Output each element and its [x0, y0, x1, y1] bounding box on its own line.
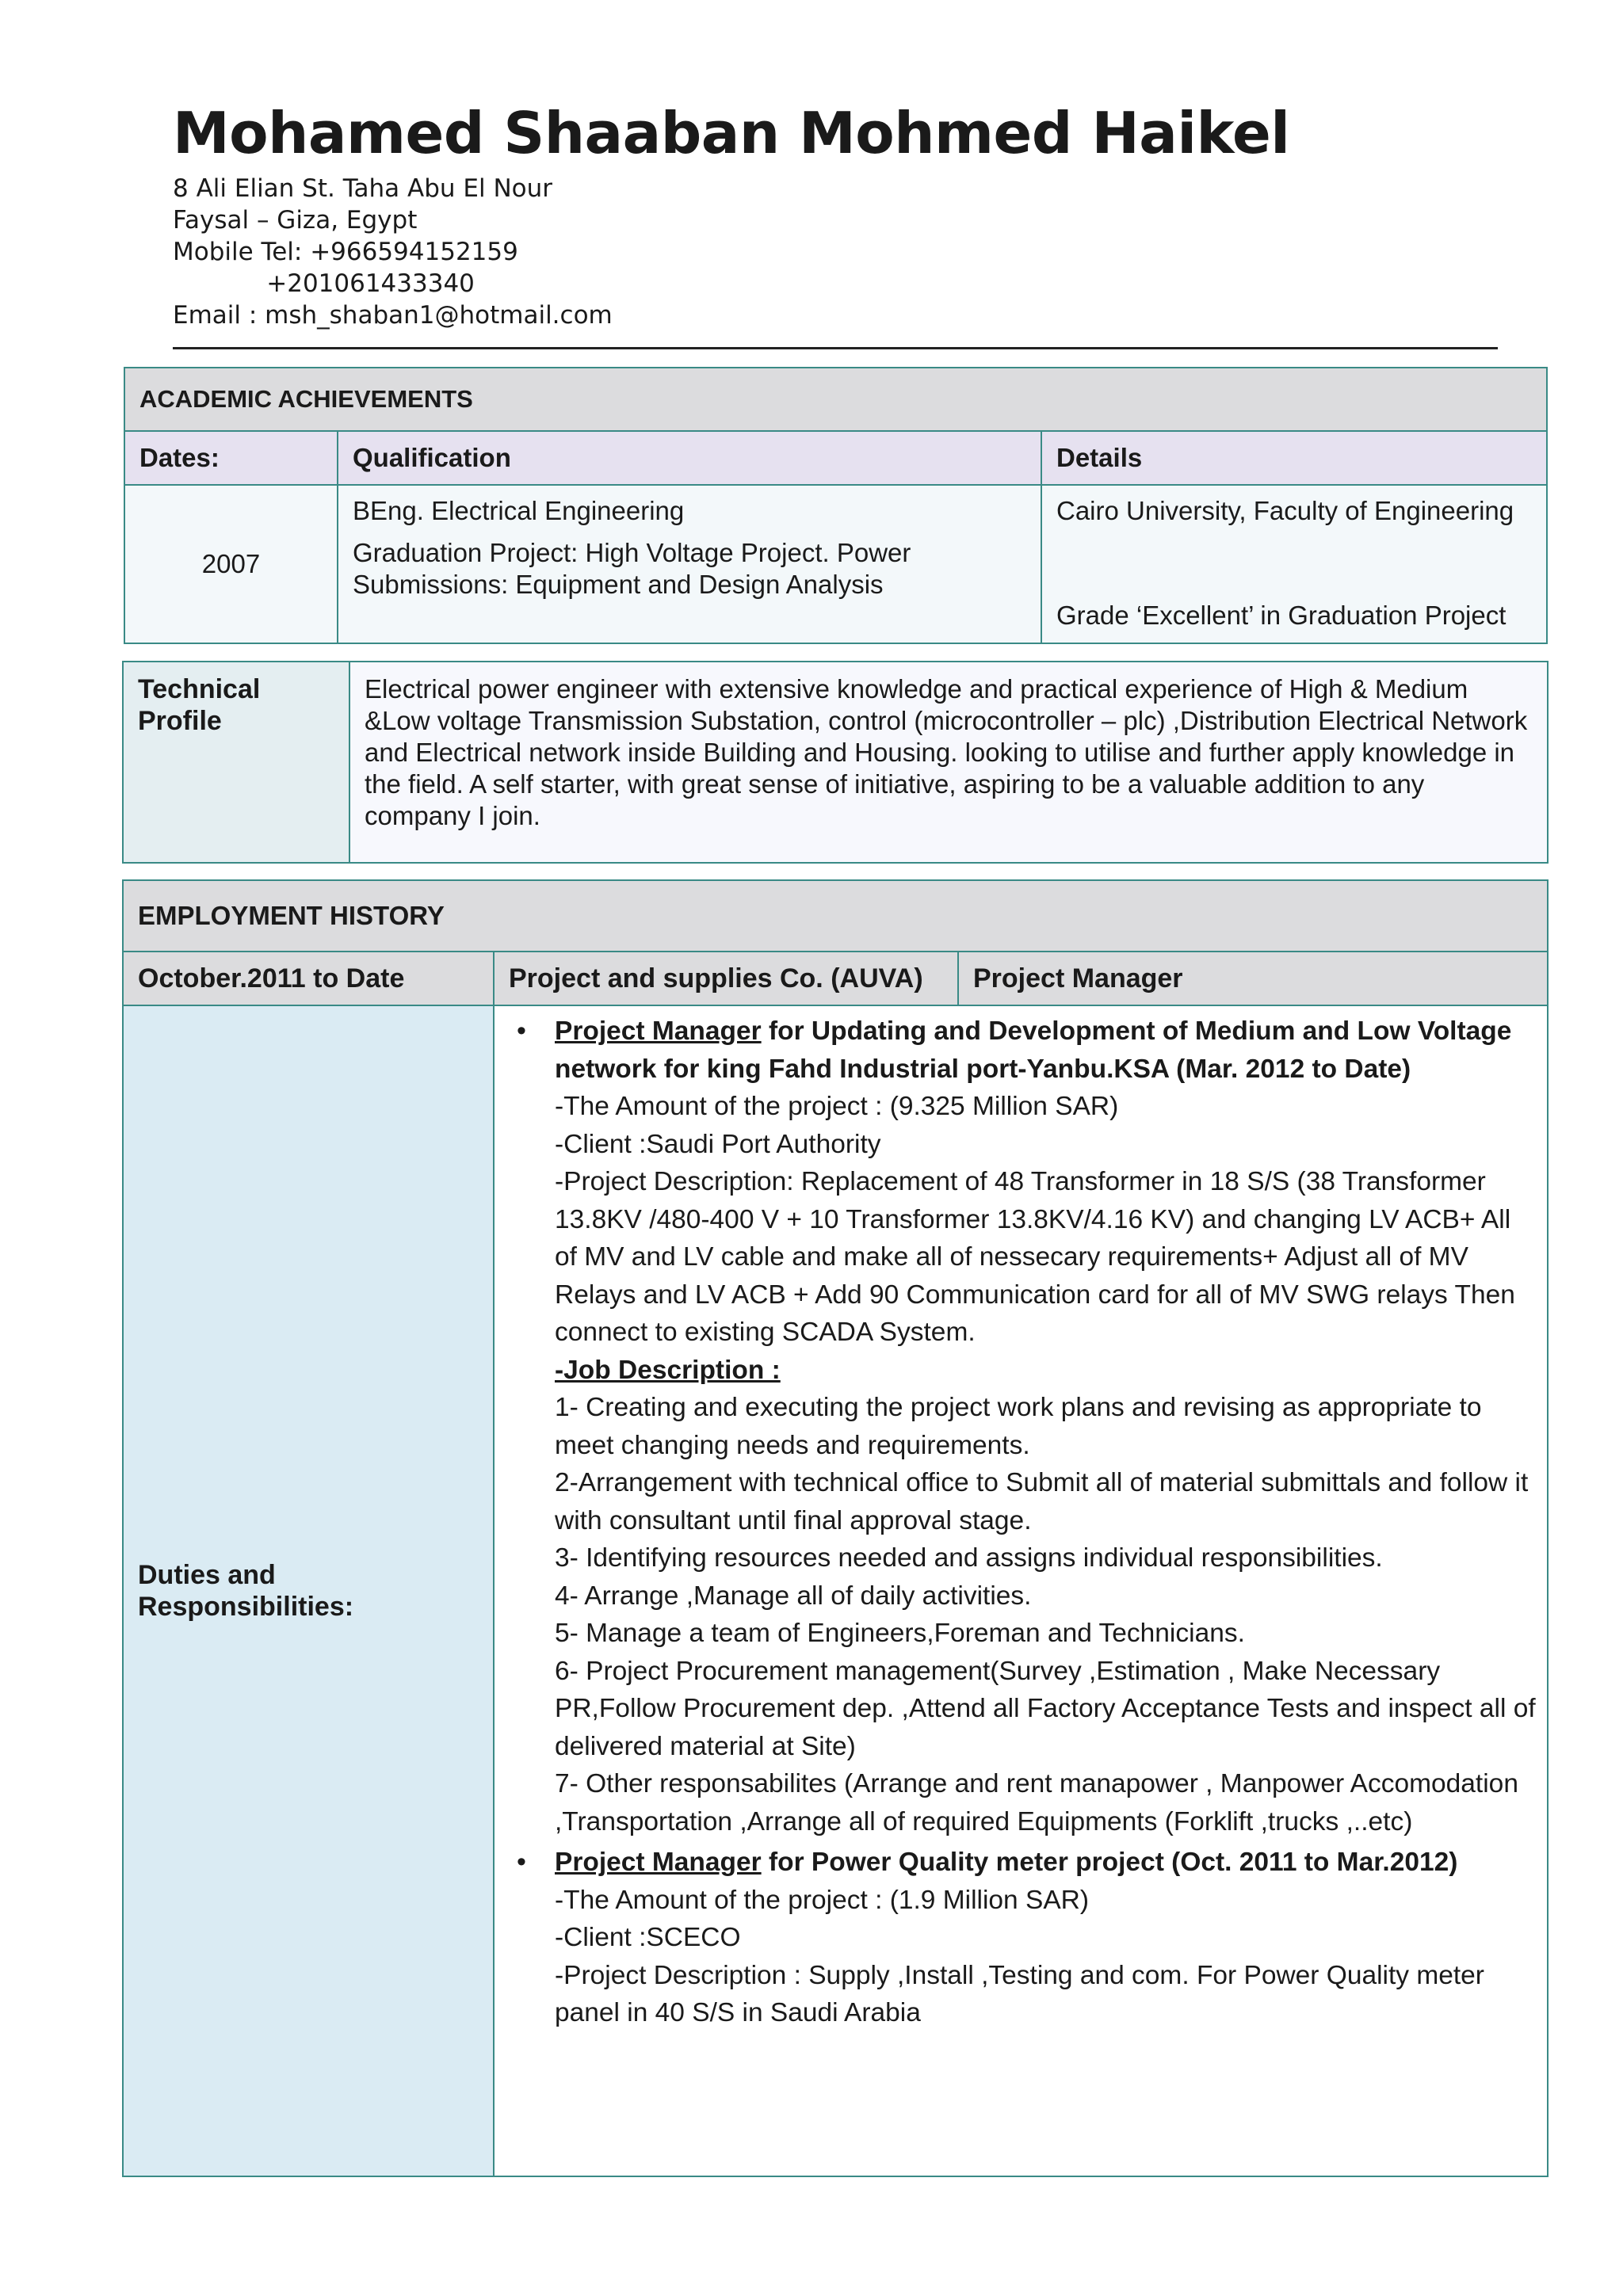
- job-item: 5- Manage a team of Engineers,Foreman and Technicians.: [555, 1619, 1245, 1648]
- job-description-heading: -Job Description :: [555, 1355, 781, 1385]
- duties-label: Duties and Responsibilities:: [123, 1005, 494, 2176]
- job-item: 4- Arrange ,Manage all of daily activities.: [555, 1581, 1032, 1611]
- project-title: for Power Quality meter project (Oct. 2011 to Mar.2012): [761, 1848, 1458, 1877]
- academic-year-cell: [124, 485, 338, 643]
- candidate-name: Mohamed Shaaban Mohmed Haikel: [173, 100, 1290, 166]
- degree: BEng. Electrical Engineering: [353, 496, 685, 525]
- address-line-2: Faysal – Giza, Egypt: [173, 206, 418, 235]
- project-heading: [555, 1016, 1511, 1084]
- project-item: [555, 1013, 1536, 1840]
- project-list: [495, 1006, 1547, 2032]
- employment-history-table: [122, 879, 1549, 2177]
- project-amount: -The Amount of the project : (1.9 Million SAR): [555, 1885, 1090, 1915]
- job-item: 7- Other responsabilites (Arrange and rent manapower , Manpower Accomodation ,Transportation ,Arrange all of required Equipments (Forklift ,trucks ,..etc): [555, 1769, 1518, 1836]
- university: Cairo University, Faculty of Engineering: [1056, 496, 1514, 525]
- header-divider: [173, 347, 1498, 349]
- qualification-cell: [338, 485, 1041, 643]
- duties-content: [494, 1005, 1548, 2176]
- mobile-line-2: +201061433340: [173, 269, 475, 298]
- employment-period: October.2011 to Date: [123, 952, 494, 1005]
- academic-achievements-table: [124, 367, 1548, 644]
- project-client: -Client :Saudi Port Authority: [555, 1129, 881, 1159]
- job-item: 6- Project Procurement management(Survey ,Estimation , Make Necessary PR,Follow Procurement dep. ,Attend all Factory Acceptance Tests and inspect all of delivered material at Site): [555, 1656, 1536, 1761]
- project-item: [555, 1844, 1536, 2032]
- project-role: Project Manager: [555, 1016, 762, 1046]
- project-description: -Project Description: Replacement of 48 Transformer in 18 S/S (38 Transformer 13.8KV /480-400 V + 10 Transformer 13.8KV/4.16 KV) and changing LV ACB+ All of MV and LV cable and make all of nessecary requirements+ Adjust all of MV Relays and LV ACB + Add 90 Communication card for all of MV SWG relays Then connect to existing SCADA System.: [555, 1167, 1515, 1347]
- job-item: 2-Arrangement with technical office to Submit all of material submittals and follow it with consultant until final approval stage.: [555, 1468, 1529, 1535]
- dates-header: Dates:: [124, 431, 338, 485]
- email-line: Email : msh_shaban1@hotmail.com: [173, 301, 613, 330]
- employment-section-title: EMPLOYMENT HISTORY: [123, 880, 1548, 952]
- technical-profile-table: [122, 661, 1549, 864]
- project-heading: [555, 1848, 1457, 1877]
- details-header: Details: [1041, 431, 1547, 485]
- qualification-header: Qualification: [338, 431, 1041, 485]
- technical-profile-text: Electrical power engineer with extensive knowledge and practical experience of High & Medium &Low voltage Transmission Substation, control (microcontroller – plc) ,Distribution Electrical Network and Electrical network inside Building and Housing. looking to utilise and further apply knowledge in the field. A self starter, with great sense of initiative, aspiring to be a valuable addition to any company I join.: [349, 662, 1548, 863]
- resume-header: [173, 93, 1504, 331]
- technical-profile-label: Technical Profile: [123, 662, 349, 863]
- project-description: -Project Description : Supply ,Install ,Testing and com. For Power Quality meter panel in 40 S/S in Saudi Arabia: [555, 1960, 1484, 2027]
- employment-company: Project and supplies Co. (AUVA): [494, 952, 958, 1005]
- mobile-line: Mobile Tel: +966594152159: [173, 238, 518, 266]
- graduation-project: Graduation Project: High Voltage Project. Power Submissions: Equipment and Design Analysis: [353, 538, 911, 599]
- project-title: for Updating and Development of Medium and Low Voltage network for king Fahd Industrial port-Yanbu.KSA (Mar. 2012 to Date): [555, 1016, 1512, 1084]
- job-item: 1- Creating and executing the project work plans and revising as appropriate to meet changing needs and requirements.: [555, 1393, 1482, 1460]
- address-line-1: 8 Ali Elian St. Taha Abu El Nour: [173, 174, 553, 203]
- grade: Grade ‘Excellent’ in Graduation Project: [1056, 601, 1507, 630]
- academic-section-title: ACADEMIC ACHIEVEMENTS: [124, 368, 1547, 431]
- job-item: 3- Identifying resources needed and assigns individual responsibilities.: [555, 1543, 1383, 1573]
- project-client: -Client :SCECO: [555, 1923, 741, 1952]
- employment-position: Project Manager: [958, 952, 1548, 1005]
- project-amount: -The Amount of the project : (9.325 Million SAR): [555, 1092, 1119, 1121]
- academic-year: 2007: [201, 549, 261, 578]
- project-role: Project Manager: [555, 1848, 762, 1877]
- details-cell: [1041, 485, 1547, 643]
